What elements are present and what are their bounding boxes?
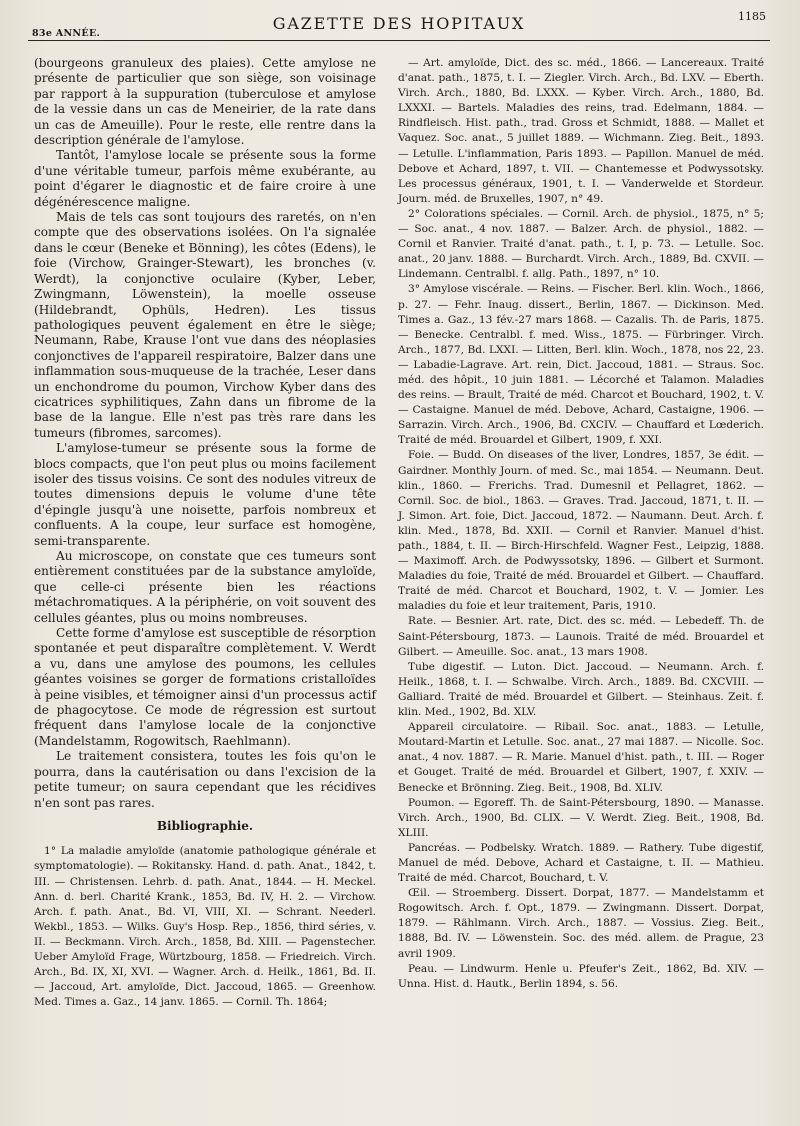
- page-header: [28, 10, 770, 41]
- bibliography-entry: Pancréas. — Podbelsky. Wratch. 1889. — Rathery. Tube digestif, Manuel de méd. Debove, Achard et Castaigne, t. II. — Mathieu. Traité de méd. Charcot, Bouchard, t. V.: [398, 841, 764, 885]
- paragraph: L'amylose-tumeur se présente sous la forme de blocs compacts, que l'on peut plus ou moins facilement isoler des tissus voisins. Ce sont des nodules vitreux de toutes dimensions depuis le volume d'une tête d'épingle jusqu'à une noisette, parfois nombreux et confluents. A la coupe, leur surface est homogène, semi-transparente.: [34, 441, 376, 548]
- paragraph: (bourgeons granuleux des plaies). Cette amylose ne présente de particulier que son siège, son voisinage par rapport à la suppuration (tuberculose et amylose de la vessie dans un cas de Meneirier, de la rate dans un cas de Ameuille). Pour le reste, elle rentre dans la description générale de l'amylose.: [34, 56, 376, 148]
- paragraph: Mais de tels cas sont toujours des raretés, on n'en compte que des observations isolées. On l'a signalée dans le cœur (Beneke et Bönning), les côtes (Edens), le foie (Virchow, Grainger-Stewart), les bronches (v. Werdt), la conjonctive oculaire (Kyber, Leber, Zwingmann, Löwenstein), la moelle osseuse (Hildebrandt, Ophüls, Hedren). Les tissus pathologiques peuvent également en être le siège; Neumann, Rabe, Krause l'ont vue dans des néoplasies conjonctives de l'appareil respiratoire, Balzer dans une inflammation sous-muqueuse de la trachée, Leser dans un enchondrome du poumon, Virchow Kyber dans des cicatrices syphilitiques, Zahn dans un fibrome de la base de la langue. Elle n'est pas très rare dans les tumeurs (fibromes, sarcomes).: [34, 210, 376, 440]
- year-of-publication: 83e ANNÉE.: [32, 28, 101, 39]
- paragraph: Tantôt, l'amylose locale se présente sous la forme d'une véritable tumeur, parfois même exubérante, au point d'égarer le diagnostic et de faire croire à une dégénérescence maligne.: [34, 148, 376, 209]
- bibliography-entry: Foie. — Budd. On diseases of the liver, Londres, 1857, 3e édit. — Gairdner. Monthly Journ. of med. Sc., mai 1854. — Neumann. Deut. klin., 1860. — Frerichs. Trad. Dumesnil et Pellagret, 1862. — Cornil. Soc. de biol., 1863. — Graves. Trad. Jaccoud, 1871, t. II. — J. Simon. Art. foie, Dict. Jaccoud, 1872. — Naumann. Deut. Arch. f. klin. Med., 1878, Bd. XXII. — Cornil et Ranvier. Manuel d'hist. path., 1884, t. II. — Birch-Hirschfeld. Wagner Fest., Leipzig, 1888. — Maximoff. Arch. de Podwyssotsky, 1896. — Gilbert et Surmont. Maladies du foie, Traité de méd. Brouardel et Gilbert. — Chauffard. Traité de méd. Charcot et Bouchard, 1902, t. V. — Jomier. Les maladies du foie et leur traitement, Paris, 1910.: [398, 449, 764, 613]
- bibliography-section: [34, 844, 376, 1010]
- left-column: [34, 56, 376, 1010]
- bibliography-entry: Appareil circulatoire. — Ribail. Soc. anat., 1883. — Letulle, Moutard-Martin et Letulle. Soc. anat., 27 mai 1887. — Nicolle. Soc. anat., 4 nov. 1887. — R. Marie. Manuel d'hist. path., t. III. — Roger et Gouget. Traité de méd. Brouardel et Gilbert, 1907, f. XXIV. — Benecke et Brönning. Zieg. Beit., 1908, Bd. XLIV.: [398, 721, 764, 794]
- bibliography-entry: Rate. — Besnier. Art. rate, Dict. des sc. méd. — Lebedeff. Th. de Saint-Pétersbourg, 1873. — Launois. Traité de méd. Brouardel et Gilbert. — Ameuille. Soc. anat., 13 mars 1908.: [398, 615, 764, 658]
- bibliography-heading: Bibliographie.: [156, 818, 254, 833]
- journal-title: GAZETTE DES HOPITAUX: [272, 14, 526, 33]
- paragraph: Cette forme d'amylose est susceptible de résorption spontanée et peut disparaître complètement. V. Werdt a vu, dans une amylose des poumons, les cellules géantes voisines se gorger de formations cristalloïdes à peine visibles, et témoigner ainsi d'un processus actif de phagocytose. Ce mode de régression est surtout fréquent dans l'amylose locale de la conjonctive (Mandelstamm, Rogowitsch, Raehlmann).: [34, 626, 376, 748]
- bibliography-entry: 3° Amylose viscérale. — Reins. — Fischer. Berl. klin. Woch., 1866, p. 27. — Fehr. Inaug. dissert., Berlin, 1867. — Dickinson. Med. Times a. Gaz., 13 fév.-27 mars 1868. — Cazalis. Th. de Paris, 1875. — Benecke. Centralbl. f. med. Wiss., 1875. — Fürbringer. Virch. Arch., 1877, Bd. LXXI. — Litten, Berl. klin. Woch., 1878, nos 22, 23. — Labadie-Lagrave. Art. rein, Dict. Jaccoud, 1881. — Straus. Soc. méd. des hôpit., 10 juin 1881. — Lécorché et Talamon. Maladies des reins. — Brault, Traité de méd. Charcot et Bouchard, 1902, t. V. — Castaigne. Manuel de méd. Debove, Achard, Castaigne, 1906. — Sarrazin. Virch. Arch., 1906, Bd. CXCIV. — Chauffard et Lœderich. Traité de méd. Brouardel et Gilbert, 1909, f. XXI.: [398, 283, 764, 447]
- paragraph: Le traitement consistera, toutes les fois qu'on le pourra, dans la cautérisation ou dans l'excision de la petite tumeur; on saura cependant que les récidives n'en sont pas rares.: [34, 749, 376, 810]
- bibliography-entry: Peau. — Lindwurm. Henle u. Pfeufer's Zeit., 1862, Bd. XIV. — Unna. Hist. d. Hautk., Berlin 1894, s. 56.: [398, 962, 764, 990]
- right-column: [398, 56, 764, 992]
- paragraph: Au microscope, on constate que ces tumeurs sont entièrement constituées par de la substance amyloïde, que celle-ci présente bien les réactions métachromatiques. A la périphérie, on voit souvent des cellules géantes, plus ou moins nombreuses.: [34, 549, 376, 625]
- page-number: 1185: [738, 10, 766, 23]
- bibliography-entry: Poumon. — Egoreff. Th. de Saint-Pétersbourg, 1890. — Manasse. Virch. Arch., 1900, Bd. CLIX. — V. Werdt. Zieg. Beit., 1908, Bd. XLIII.: [398, 796, 764, 839]
- bibliography-entry: 2° Colorations spéciales. — Cornil. Arch. de physiol., 1875, n° 5; — Soc. anat., 4 nov. 1887. — Balzer. Arch. de physiol., 1882. — Cornil et Ranvier. Traité d'anat. path., t. I, p. 73. — Letulle. Soc. anat., 20 janv. 1888. — Burchardt. Virch. Arch., 1889, Bd. CXVII. — Lindemann. Centralbl. f. allg. Path., 1897, n° 10.: [398, 207, 764, 281]
- bibliography-entry: — Art. amyloïde, Dict. des sc. méd., 1866. — Lancereaux. Traité d'anat. path., 1875, t. I. — Ziegler. Virch. Arch., Bd. LXV. — Eberth. Virch. Arch., 1880, Bd. LXXX. — Kyber. Virch. Arch., 1880, Bd. LXXXI. — Bartels. Maladies des reins, trad. Edelmann, 1884. — Rindfleisch. Hist. path., trad. Gross et Schmidt, 1888. — Mallet et Vaquez. Soc. anat., 5 juillet 1889. — Wichmann. Zieg. Beit., 1893. — Letulle. L'inflammation, Paris 1893. — Papillon. Manuel de méd. Debove et Achard, 1897, t. VII. — Chantemesse et Podwyssotsky. Les processus généraux, 1901, t. I. — Vanderwelde et Stordeur. Journ. méd. de Bruxelles, 1907, n° 49.: [398, 57, 764, 205]
- bibliography-entry: 1° La maladie amyloïde (anatomie pathologique générale et symptomatologie). — Rokitansky. Hand. d. path. Anat., 1842, t. III. — Christensen. Lehrb. d. path. Anat., 1844. — H. Meckel. Ann. d. berl. Charité Krank., 1853, Bd. IV, H. 2. — Virchow. Arch. f. path. Anat., Bd. VI, VIII, XI. — Schrant. Neederl. Wekbl., 1853. — Wilks. Guy's Hosp. Rep., 1856, third séries, v. II. — Beckmann. Virch. Arch., 1858, Bd. XIII. — Pagenstecher. Ueber Amyloïd Frage, Würtzbourg, 1858. — Friedreich. Virch. Arch., Bd. IX, XI, XVI. — Wagner. Arch. d. Heilk., 1861, Bd. II. — Jaccoud, Art. amyloïde, Dict. Jaccoud, 1865. — Greenhow. Med. Times a. Gaz., 14 janv. 1865. — Cornil. Th. 1864;: [34, 845, 376, 1009]
- bibliography-entry: Tube digestif. — Luton. Dict. Jaccoud. — Neumann. Arch. f. Heilk., 1868, t. I. — Schwalbe. Virch. Arch., 1889. Bd. CXCVIII. — Galliard. Traité de méd. Brouardel et Gilbert. — Steinhaus. Zeit. f. klin. Med., 1902, Bd. XLV.: [398, 660, 764, 719]
- bibliography-entry: Œil. — Stroemberg. Dissert. Dorpat, 1877. — Mandelstamm et Rogowitsch. Arch. f. Opt., 1879. — Zwingmann. Dissert. Dorpat, 1879. — Rählmann. Virch. Arch., 1887. — Vossius. Zieg. Beit., 1888, Bd. IV. — Löwenstein. Soc. des méd. allem. de Prague, 23 avril 1909.: [398, 887, 764, 960]
